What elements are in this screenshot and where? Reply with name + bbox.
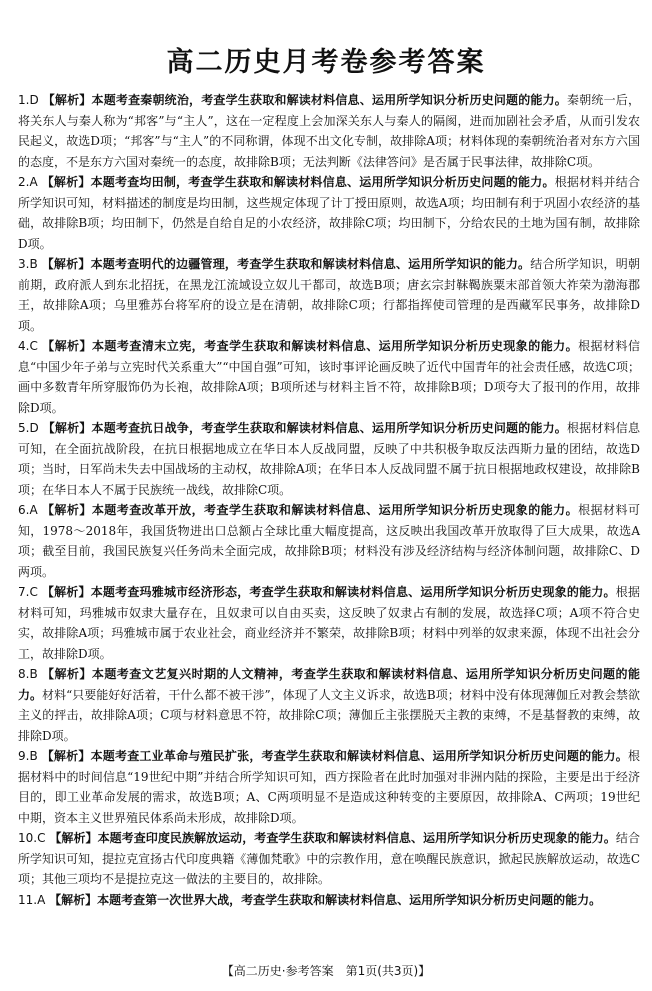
analysis-body: 根据材料中的时间信息“19世纪中期”并结合所学知识可知，西方探险者在此时加强对非洲内陆的探险，主要是出于经济目的，即工业革命发展的需求，故选B项；A、C两项明显不是造成这种转变的主要原因，故排除A、C两项；19世纪中期，资本主义世界殖民体系尚未形成，故排除D项。: [18, 749, 640, 825]
analysis-lead: 本题考查抗日战争，考查学生获取和解读材料信息、运用所学知识分析历史问题的能力。: [91, 421, 568, 435]
analysis-lead: 本题考查玛雅城市经济形态，考查学生获取和解读材料信息、运用所学知识分析历史现象的能力。: [90, 585, 616, 599]
analysis-tag: 【解析】: [41, 749, 91, 763]
analysis-body: 根据材料可知，1978～2018年，我国货物进出口总额占全球比重大幅度提高，这反映出我国改革开放取得了巨大成果，故选A项；截至目前，我国民族复兴任务尚未全面完成，故排除B项；材料没有涉及经济结构与经济体制问题，故排除C、D两项。: [18, 503, 640, 579]
analysis-lead: 本题考查均田制，考查学生获取和解读材料信息、运用所学知识分析历史问题的能力。: [90, 175, 555, 189]
analysis-tag: 【解析】: [41, 667, 92, 681]
answer-number: 9.B: [18, 749, 38, 763]
analysis-lead: 本题考查第一次世界大战，考查学生获取和解读材料信息、运用所学知识分析历史问题的能力。: [97, 892, 602, 907]
analysis-lead: 本题考查改革开放，考查学生获取和解读材料信息、运用所学知识分析历史现象的能力。: [91, 503, 579, 517]
answer-number: 3.B: [18, 257, 38, 271]
analysis-tag: 【解析】: [42, 93, 92, 107]
analysis-body: 材料“只要能好好活着，干什么都不被干涉”，体现了人文主义诉求，故选B项；材料中没有体现薄伽丘对教会禁欲主义的抨击，故排除A项；C项与材料意思不符，故排除C项；薄伽丘主张摆脱天主教的束缚，不是基督教的束缚，故排除D项。: [18, 687, 640, 743]
analysis-lead: 本题考查明代的边疆管理，考查学生获取和解读材料信息、运用所学知识的能力。: [90, 257, 531, 271]
analysis-tag: 【解析】: [42, 339, 92, 353]
answer-item-11: [18, 890, 640, 911]
analysis-lead: 本题考查文艺复兴时期的人文精神，考查学生获取和解读材料信息、运用所学知识分析历史问题的能力。: [18, 667, 640, 702]
answer-list: [18, 90, 640, 910]
answer-item-10: [18, 828, 640, 890]
analysis-tag: 【解析】: [49, 831, 98, 845]
answer-item-4: [18, 336, 640, 418]
answer-item-9: [18, 746, 640, 828]
answer-item-8: [18, 664, 640, 746]
answer-number: 1.D: [18, 93, 39, 107]
answer-number: 10.C: [18, 831, 46, 845]
page-title: 高二历史月考卷参考答案: [166, 47, 486, 78]
analysis-tag: 【解析】: [41, 175, 91, 189]
answer-item-2: [18, 172, 640, 254]
analysis-tag: 【解析】: [49, 892, 98, 907]
analysis-tag: 【解析】: [41, 257, 91, 271]
analysis-tag: 【解析】: [41, 503, 92, 517]
analysis-body: 结合所学知识可知，提拉克宣扬古代印度典籍《薄伽梵歌》中的宗教作用，意在唤醒民族意识，掀起民族解放运动，故选C项；其他三项均不是提拉克这一做法的主要目的，故排除。: [18, 831, 640, 886]
answer-item-7: [18, 582, 640, 664]
analysis-body: 秦朝统一后，将关东人与秦人称为“邦客”与“主人”，这在一定程度上会加深关东人与秦人的隔阂，进而加剧社会矛盾，从而引发农民起义，故选D项；“邦客”与“主人”的不同称谓，体现不出文化专制，故排除A项；材料体现的秦朝统治者对东方六国的态度，不是东方六国对秦统一的态度，故排除B项；无法判断《法律答问》是否属于民事法律，故排除C项。: [18, 93, 640, 169]
analysis-lead: 本题考查印度民族解放运动，考查学生获取和解读材料信息、运用所学知识分析历史现象的能力。: [97, 831, 616, 845]
answer-number: 2.A: [18, 175, 38, 189]
analysis-lead: 本题考查工业革命与殖民扩张，考查学生获取和解读材料信息、运用所学知识分析历史问题的能力。: [90, 749, 628, 763]
analysis-tag: 【解析】: [41, 585, 91, 599]
analysis-body: 根据材料并结合所学知识可知，材料描述的制度是均田制，这些规定体现了计丁授田原则，故选A项；均田制有利于巩固小农经济的基础，故排除B项；均田制下，仍然是自给自足的小农经济，故排除C项；均田制下，分给农民的土地为国有制，故排除D项。: [18, 175, 640, 251]
answer-number: 5.D: [18, 421, 39, 435]
analysis-body: 根据材料信息可知，在全面抗战阶段，在抗日根据地成立在华日本人反战同盟，反映了中共积极争取反法西斯力量的团结，故选D项；当时，日军尚未失去中国战场的主动权，故排除A项；在华日本人反战同盟不属于抗日根据地政权建设，故排除B项；在华日本人不属于民族统一战线，故排除C项。: [18, 421, 640, 497]
analysis-body: 根据材料可知，玛雅城市奴隶大量存在，且奴隶可以自由买卖，这反映了奴隶占有制的发展，故选择C项；A项不符合史实，故排除A项；玛雅城市属于农业社会，商业经济并不繁荣，故排除B项；材料中列举的奴隶来源，体现不出社会分工，故排除D项。: [18, 585, 640, 661]
analysis-tag: 【解析】: [42, 421, 92, 435]
answer-number: 7.C: [18, 585, 38, 599]
answer-item-5: [18, 418, 640, 500]
answer-item-3: [18, 254, 640, 336]
answer-item-1: [18, 90, 640, 172]
answer-item-6: [18, 500, 640, 582]
page-footer: 【高二历史·参考答案 第1页(共3页)】: [221, 964, 431, 978]
answer-number: 4.C: [18, 339, 38, 353]
analysis-lead: 本题考查清末立宪，考查学生获取和解读材料信息、运用所学知识分析历史现象的能力。: [91, 339, 579, 353]
answer-number: 8.B: [18, 667, 38, 681]
analysis-body: 结合所学知识，明朝前期，政府派人到东北招抚，在黑龙江流域设立奴儿干都司，故选B项；唐玄宗封靺鞨族粟末部首领大祚荣为渤海郡王，故排除A项；乌里雅苏台将军府的设立是在清朝，故排除C项；行都指挥使司管理的是西藏军民事务，故排除D项。: [18, 257, 640, 333]
answer-number: 11.A: [18, 892, 46, 907]
analysis-body: 根据材料信息“中国少年子弟与立宪时代关系重大”“中国自强”可知，该时事评论画反映了近代中国青年的社会责任感，故选C项；画中多数青年所穿服饰仍为长袍，故排除A项；B项所述与材料主旨不符，故排除B项；D项夸大了报刊的作用，故排除D项。: [18, 339, 640, 415]
answer-number: 6.A: [18, 503, 38, 517]
analysis-lead: 本题考查秦朝统治，考查学生获取和解读材料信息、运用所学知识分析历史问题的能力。: [91, 93, 568, 107]
